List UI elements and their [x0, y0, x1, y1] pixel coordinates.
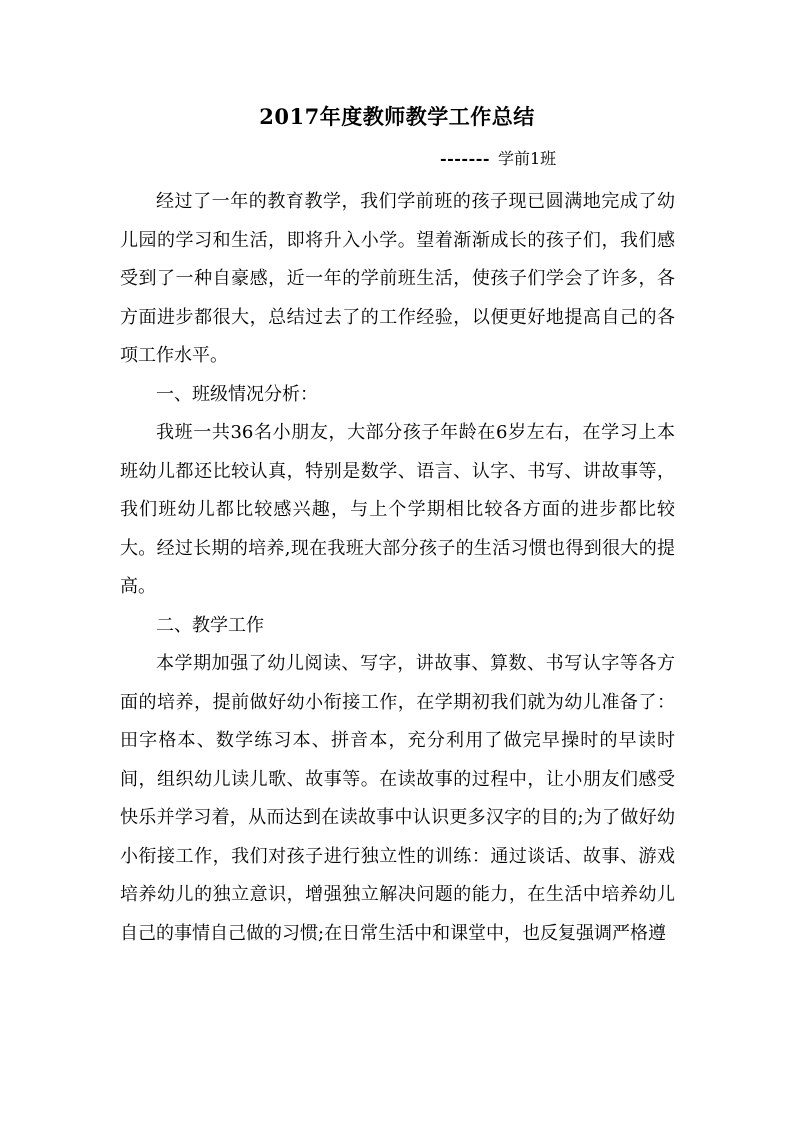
section-heading-teaching-work: 二、教学工作	[156, 614, 264, 636]
paragraph-intro: 经过了一年的教育教学，我们学前班的孩子现已圆满地完成了幼儿园的学习和生活，即将升入小学。望着渐渐成长的孩子们，我们感受到了一种自豪感，近一年的学前班生活，使孩子们学会了许多，各方面进步都很大，总结过去了的工作经验，以便更好地提高自己的各项工作水平。	[120, 191, 675, 366]
byline-class: 学前1班	[497, 149, 557, 168]
document-title: 2017年度教师教学工作总结	[259, 104, 535, 129]
paragraph-teaching-work: 本学期加强了幼儿阅读、写字，讲故事、算数、书写认字等各方面的培养，提前做好幼小衔接工作，在学期初我们就为幼儿准备了：田字格本、数学练习本、拼音本，充分利用了做完早操时的早读时间，组织幼儿读儿歌、故事等。在读故事的过程中，让小朋友们感受快乐并学习着，从而达到在读故事中认识更多汉字的目的;为了做好幼小衔接工作，我们对孩子进行独立性的训练：通过谈话、故事、游戏培养幼儿的独立意识，增强独立解决问题的能力，在生活中培养幼儿自己的事情自己做的习惯;在日常生活中和课堂中，也反复强调严格遵	[120, 653, 675, 944]
section-heading-class-analysis: 一、班级情况分析：	[156, 383, 318, 405]
byline	[440, 146, 556, 172]
paragraph-class-analysis: 我班一共36名小朋友，大部分孩子年龄在6岁左右，在学习上本班幼儿都还比较认真，特别是数学、语言、认字、书写、讲故事等，我们班幼儿都比较感兴趣，与上个学期相比较各方面的进步都比较大。经过长期的培养,现在我班大部分孩子的生活习惯也得到很大的提高。	[120, 422, 675, 597]
document-body	[120, 183, 675, 953]
byline-dashes: -------	[440, 149, 490, 168]
